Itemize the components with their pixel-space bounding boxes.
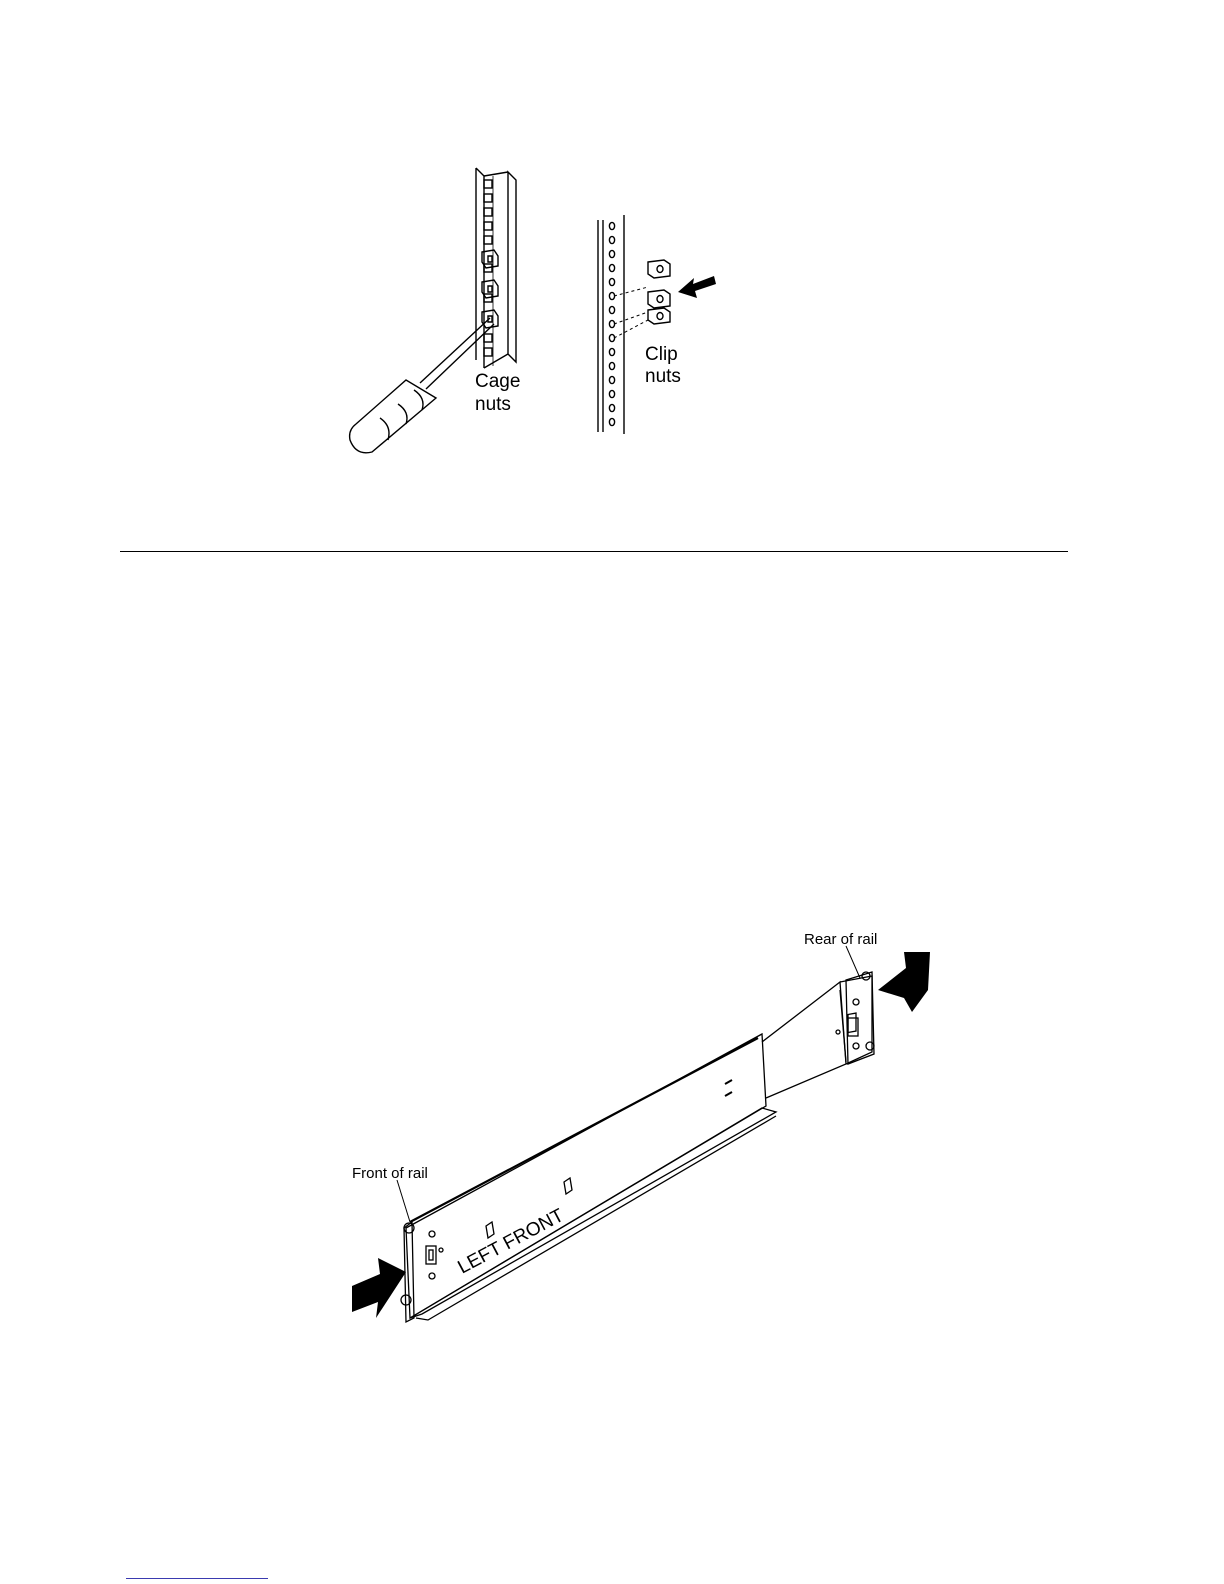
footer-link-underline[interactable]	[126, 1578, 268, 1579]
clip-nuts-label-line1: Clip	[645, 344, 678, 365]
rear-push-arrow-icon	[878, 952, 930, 1012]
left-front-marking: LEFT FRONT	[454, 1205, 568, 1279]
cage-nuts-label-line2: nuts	[475, 394, 511, 415]
front-of-rail-label: Front of rail	[352, 1165, 428, 1182]
rear-of-rail-label: Rear of rail	[804, 931, 878, 948]
clip-nuts-label-line2: nuts	[645, 366, 681, 387]
front-push-arrow-icon	[352, 1258, 406, 1318]
cage-nuts-label-line1: Cage	[475, 371, 521, 392]
